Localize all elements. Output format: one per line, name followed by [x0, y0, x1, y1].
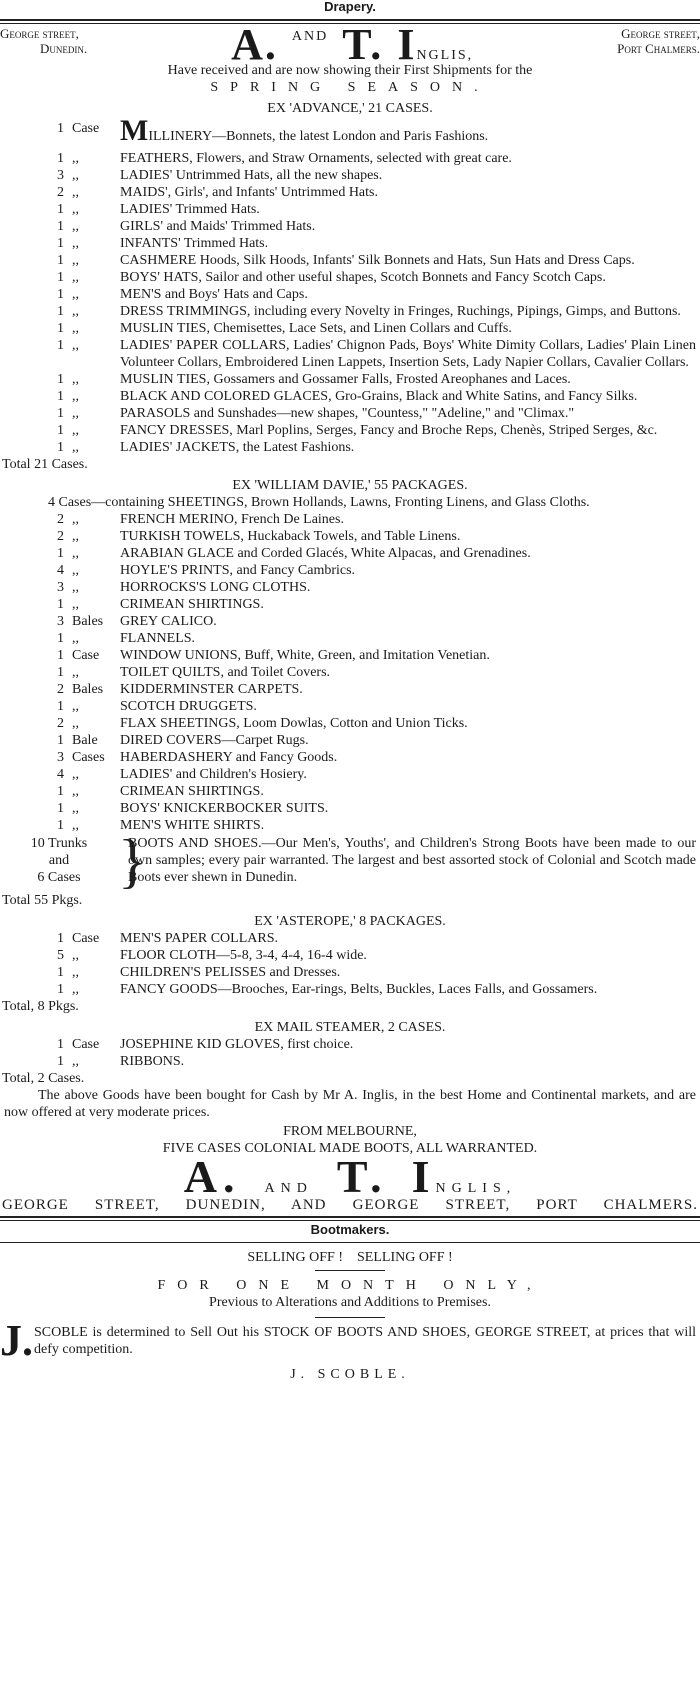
item-quantity: 1: [57, 236, 64, 251]
dunedin-address: George street, Dunedin.: [0, 26, 88, 56]
item-unit: ,,: [72, 304, 79, 319]
davie-first-item: 4 Cases—containing SHEETINGS, Brown Hollands, Lawns, Fronting Linens, and Glass Cloths.: [48, 495, 590, 510]
drop-cap-j: J.: [0, 1316, 33, 1365]
item-quantity: 1: [57, 202, 64, 217]
item-unit: ,,: [72, 270, 79, 285]
davie-heading: EX 'WILLIAM DAVIE,' 55 PACKAGES.: [232, 478, 468, 493]
item-description: FANCY DRESSES, Marl Poplins, Serges, Fancy and Broche Reps, Chenès, Striped Serges, &c.: [120, 423, 658, 438]
item-unit: ,,: [72, 784, 79, 799]
brace-glyph: }: [118, 828, 147, 894]
davie-total: Total 55 Pkgs.: [2, 893, 83, 908]
spring-season: SPRING SEASON.: [210, 80, 490, 95]
item-description: MEN'S PAPER COLLARS.: [120, 931, 278, 946]
list-item: [0, 630, 700, 647]
item-unit: ,,: [72, 287, 79, 302]
item-quantity: 3: [57, 750, 64, 765]
scoble-paragraph: J. SCOBLE is determined to Sell Out his STOCK OF BOOTS AND SHOES, GEORGE STREET, at prices that will defy competition.: [0, 1316, 696, 1365]
bootmakers-rule: [0, 1242, 700, 1243]
list-item: [0, 1053, 700, 1070]
item-description: HABERDASHERY and Fancy Goods.: [120, 750, 338, 765]
item-quantity: 2: [57, 716, 64, 731]
item-description: LADIES' Untrimmed Hats, all the new shapes.: [120, 168, 383, 183]
list-item: [0, 613, 700, 630]
item-unit: Case: [72, 648, 100, 663]
list-item: [0, 817, 700, 834]
item-unit: ,,: [72, 185, 79, 200]
item-unit: ,,: [72, 563, 79, 578]
previous-line: Previous to Alterations and Additions to Premises.: [209, 1295, 491, 1310]
item-description: MEN'S WHITE SHIRTS.: [120, 818, 265, 833]
mail-heading: EX MAIL STEAMER, 2 CASES.: [254, 1020, 446, 1035]
item-unit: ,,: [72, 529, 79, 544]
item-description: INFANTS' Trimmed Hats.: [120, 236, 269, 251]
item-quantity: 1: [57, 287, 64, 302]
item-description: JOSEPHINE KID GLOVES, first choice.: [120, 1037, 354, 1052]
item-unit: ,,: [72, 767, 79, 782]
item-description: MAIDS', Girls', and Infants' Untrimmed Hats.: [120, 185, 378, 200]
item-description: BOYS' HATS, Sailor and other useful shapes, Scotch Bonnets and Fancy Scotch Caps.: [120, 270, 606, 285]
list-item: [0, 664, 700, 681]
list-item: [0, 698, 700, 715]
item-unit: ,,: [72, 219, 79, 234]
list-item: [0, 579, 700, 596]
item-unit: ,,: [72, 236, 79, 251]
item-quantity: 1: [57, 304, 64, 319]
item-description: LADIES' PAPER COLLARS, Ladies' Chignon Pads, Boys' White Dimity Collars, Ladies' Plain Linen Volunteer Collars, Embroidered Linen Lappets, Insertion Sets, Lady Napier Collars, Cavalier Collars.: [120, 338, 696, 370]
item-description: CRIMEAN SHIRTINGS.: [120, 597, 264, 612]
item-unit: ,,: [72, 580, 79, 595]
item-description: LADIES' Trimmed Hats.: [120, 202, 260, 217]
item-unit: ,,: [72, 151, 79, 166]
list-item: [0, 545, 700, 562]
list-item: [0, 528, 700, 545]
list-item: [0, 422, 700, 439]
item-description: BLACK AND COLORED GLACES, Gro-Grains, Black and White Satins, and Fancy Silks.: [120, 389, 638, 404]
item-description: CHILDREN'S PELISSES and Dresses.: [120, 965, 341, 980]
item-unit: ,,: [72, 168, 79, 183]
item-unit: ,,: [72, 631, 79, 646]
closing-paragraph: The above Goods have been bought for Cash by Mr A. Inglis, in the best Home and Continental markets, and are now offered at very moderate prices.: [4, 1088, 696, 1120]
item-description: PARASOLS and Sunshades—new shapes, "Countess," "Adeline," and "Climax.": [120, 406, 575, 421]
list-item: [0, 388, 700, 405]
short-rule-2: [315, 1317, 385, 1318]
list-item: [0, 286, 700, 303]
item-unit: ,,: [72, 202, 79, 217]
item-quantity: 1: [57, 321, 64, 336]
item-quantity: 3: [57, 580, 64, 595]
item-quantity: 1: [57, 931, 64, 946]
item-description: FANCY GOODS—Brooches, Ear-rings, Belts, Buckles, Laces Falls, and Gossamers.: [120, 982, 598, 997]
item-unit: ,,: [72, 665, 79, 680]
item-unit: ,,: [72, 801, 79, 816]
list-item: [0, 964, 700, 981]
list-item: [0, 184, 700, 201]
davie-item-list: [0, 511, 700, 834]
item-quantity: 2: [57, 529, 64, 544]
item-quantity: 1: [57, 389, 64, 404]
item-description: GREY CALICO.: [120, 614, 217, 629]
item-unit: ,,: [72, 338, 79, 353]
item-unit: ,,: [72, 546, 79, 561]
item-quantity: 1: [57, 631, 64, 646]
item-quantity: 1: [57, 440, 64, 455]
list-item: [0, 303, 700, 320]
item-unit: ,,: [72, 423, 79, 438]
item-unit: ,,: [72, 389, 79, 404]
list-item: [0, 783, 700, 800]
list-item: [0, 269, 700, 286]
item-description: TOILET QUILTS, and Toilet Covers.: [120, 665, 331, 680]
drop-cap-m: M: [120, 114, 149, 147]
item-quantity: 2: [57, 682, 64, 697]
item-unit: ,,: [72, 512, 79, 527]
item-description: SCOTCH DRUGGETS.: [120, 699, 257, 714]
list-item: [0, 405, 700, 422]
item-quantity: 2: [57, 185, 64, 200]
item-unit: Case: [72, 931, 100, 946]
item-unit: ,,: [72, 1054, 79, 1069]
item-unit: ,,: [72, 597, 79, 612]
signature: J. SCOBLE.: [290, 1367, 410, 1382]
firm-name-footer: A. AND T. INGLIS,: [183, 1151, 517, 1202]
item-quantity: 1: [57, 597, 64, 612]
item-description: FLOOR CLOTH—5-8, 3-4, 4-4, 16-4 wide.: [120, 948, 367, 963]
item-quantity: 4: [57, 767, 64, 782]
item-description: FEATHERS, Flowers, and Straw Ornaments, selected with great care.: [120, 151, 512, 166]
item-description: FLAX SHEETINGS, Loom Dowlas, Cotton and Union Ticks.: [120, 716, 468, 731]
mail-item-list: [0, 1036, 700, 1070]
item-description: FRENCH MERINO, French De Laines.: [120, 512, 344, 527]
item-quantity: 1: [57, 699, 64, 714]
firm-name: A. AND T. INGLIS,: [231, 20, 474, 69]
list-item: [0, 320, 700, 337]
item-quantity: 1: [57, 784, 64, 799]
asterope-total: Total, 8 Pkgs.: [2, 999, 79, 1014]
item-description: MEN'S and Boys' Hats and Caps.: [120, 287, 308, 302]
item-quantity: 1: [57, 648, 64, 663]
item-quantity: 1: [57, 372, 64, 387]
asterope-heading: EX 'ASTEROPE,' 8 PACKAGES.: [254, 914, 446, 929]
item-description: MUSLIN TIES, Chemisettes, Lace Sets, and Linen Collars and Cuffs.: [120, 321, 512, 336]
item-quantity: 1: [57, 423, 64, 438]
item-description: HOYLE'S PRINTS, and Fancy Cambrics.: [120, 563, 356, 578]
item-unit: ,,: [72, 699, 79, 714]
list-item: [0, 981, 700, 998]
item-description: RIBBONS.: [120, 1054, 185, 1069]
item-quantity: 1: [57, 801, 64, 816]
asterope-item-list: [0, 930, 700, 998]
item-quantity: 1: [57, 253, 64, 268]
item-description: WINDOW UNIONS, Buff, White, Green, and Imitation Venetian.: [120, 648, 490, 663]
intro-line: Have received and are now showing their First Shipments for the: [167, 63, 533, 78]
section-divider: [0, 1216, 700, 1221]
item-description: LADIES' and Children's Hosiery.: [120, 767, 307, 782]
item-description: ARABIAN GLACE and Corded Glacés, White Alpacas, and Grenadines.: [120, 546, 531, 561]
list-item: [0, 930, 700, 947]
inglis-header: [0, 20, 700, 69]
advance-item-list: [0, 150, 700, 456]
item-quantity: 1: [57, 338, 64, 353]
from-melbourne: FROM MELBOURNE,: [283, 1124, 417, 1139]
advance-heading: EX 'ADVANCE,' 21 CASES.: [267, 101, 433, 116]
list-item: [0, 947, 700, 964]
item-quantity: 1: [57, 1037, 64, 1052]
list-item: [0, 596, 700, 613]
item-quantity: 2: [57, 512, 64, 527]
list-item: [0, 732, 700, 749]
list-item: [0, 439, 700, 456]
list-item: [0, 337, 700, 371]
item-quantity: 1: [57, 270, 64, 285]
one-month-line: FOR ONE MONTH ONLY,: [157, 1278, 543, 1293]
list-item: [0, 766, 700, 783]
advance-first-item: 1 Case MILLINERY—Bonnets, the latest London and Paris Fashions.: [57, 114, 489, 147]
item-description: GIRLS' and Maids' Trimmed Hats.: [120, 219, 316, 234]
list-item: [0, 647, 700, 664]
item-description: BOYS' KNICKERBOCKER SUITS.: [120, 801, 329, 816]
list-item: [0, 252, 700, 269]
item-unit: ,,: [72, 965, 79, 980]
item-unit: ,,: [72, 406, 79, 421]
bootmakers-heading: Bootmakers.: [310, 1222, 390, 1237]
list-item: [0, 715, 700, 732]
item-quantity: 1: [57, 665, 64, 680]
item-description: HORROCKS'S LONG CLOTHS.: [120, 580, 311, 595]
item-unit: ,,: [72, 440, 79, 455]
list-item: [0, 800, 700, 817]
list-item: [0, 562, 700, 579]
item-quantity: 1: [57, 1054, 64, 1069]
drapery-heading: Drapery.: [324, 0, 376, 14]
item-unit: ,,: [72, 321, 79, 336]
item-quantity: 1: [57, 546, 64, 561]
list-item: [0, 681, 700, 698]
item-description: TURKISH TOWELS, Huckaback Towels, and Table Linens.: [120, 529, 461, 544]
item-unit: ,,: [72, 818, 79, 833]
item-unit: Bale: [72, 733, 98, 748]
port-chalmers-address: George street, Port Chalmers.: [617, 26, 700, 56]
list-item: [0, 167, 700, 184]
list-item: [0, 201, 700, 218]
street-addresses: GEORGE STREET, DUNEDIN, AND GEORGE STREET, PORT CHALMERS.: [2, 1197, 698, 1213]
item-description: LADIES' JACKETS, the Latest Fashions.: [120, 440, 355, 455]
item-description: KIDDERMINSTER CARPETS.: [120, 682, 303, 697]
mail-total: Total, 2 Cases.: [2, 1071, 85, 1086]
item-quantity: 1: [57, 965, 64, 980]
item-unit: ,,: [72, 716, 79, 731]
short-rule: [315, 1270, 385, 1271]
list-item: [0, 235, 700, 252]
list-item: [0, 150, 700, 167]
item-quantity: 1: [57, 219, 64, 234]
item-unit: ,,: [72, 253, 79, 268]
list-item: [0, 511, 700, 528]
item-quantity: 3: [57, 168, 64, 183]
item-quantity: 1: [57, 151, 64, 166]
item-unit: Cases: [72, 750, 105, 765]
list-item: [0, 371, 700, 388]
item-description: MUSLIN TIES, Gossamers and Gossamer Falls, Frosted Areophanes and Laces.: [120, 372, 571, 387]
item-unit: ,,: [72, 982, 79, 997]
item-quantity: 4: [57, 563, 64, 578]
list-item: [0, 1036, 700, 1053]
item-unit: ,,: [72, 372, 79, 387]
item-description: FLANNELS.: [120, 631, 196, 646]
five-cases-line: FIVE CASES COLONIAL MADE BOOTS, ALL WARRANTED.: [162, 1141, 538, 1156]
item-description: CRIMEAN SHIRTINGS.: [120, 784, 264, 799]
item-description: DIRED COVERS—Carpet Rugs.: [120, 733, 309, 748]
item-description: CASHMERE Hoods, Silk Hoods, Infants' Silk Bonnets and Hats, Sun Hats and Dress Caps.: [120, 253, 635, 268]
selling-off-line: SELLING OFF ! SELLING OFF !: [247, 1250, 453, 1265]
item-quantity: 3: [57, 614, 64, 629]
item-unit: Bales: [72, 682, 104, 697]
item-quantity: 1: [57, 406, 64, 421]
item-unit: Bales: [72, 614, 104, 629]
item-unit: Case: [72, 1037, 100, 1052]
item-quantity: 1: [57, 982, 64, 997]
advance-total: Total 21 Cases.: [2, 457, 88, 472]
item-quantity: 5: [57, 948, 64, 963]
item-quantity: 1: [57, 818, 64, 833]
list-item: [0, 749, 700, 766]
item-quantity: 1: [57, 733, 64, 748]
list-item: [0, 218, 700, 235]
item-unit: ,,: [72, 948, 79, 963]
item-description: DRESS TRIMMINGS, including every Novelty in Fringes, Ruchings, Pipings, Gimps, and Buttons.: [120, 304, 681, 319]
boots-and-shoes-item: 10 Trunks and 6 Cases } BOOTS AND SHOES.—Our Men's, Youths', and Children's Strong Boots have been made to our own samples; every pair warranted. The largest and best assorted stock of Colonial and Scotch made Boots ever shewn in Dunedin.: [30, 828, 696, 894]
